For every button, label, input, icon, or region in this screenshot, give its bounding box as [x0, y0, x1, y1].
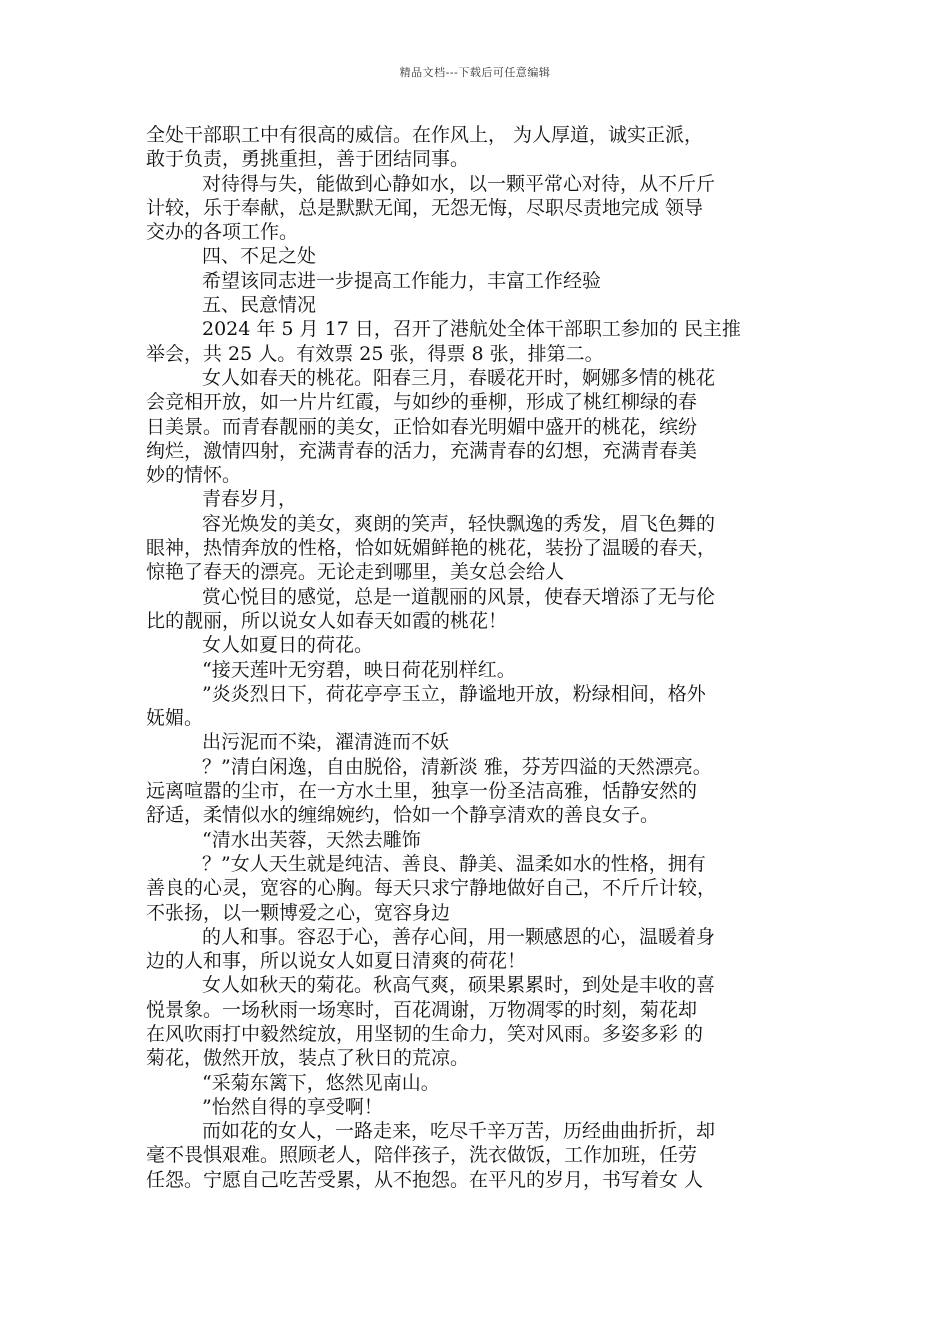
text-line: 女人如夏日的荷花。 — [202, 634, 374, 657]
text-line: 举会，共 25 人。有效票 25 张，得票 8 张，排第二。 — [146, 342, 604, 365]
text-line: ”怡然自得的享受啊！ — [202, 1095, 383, 1118]
text-line: ”炎炎烈日下，荷花亭亭玉立，静谧地开放，粉绿相间，格外 — [202, 682, 706, 705]
text-line: 惊艳了春天的漂亮。无论走到哪里，美女总会给人 — [146, 561, 565, 584]
text-line: 敢于负责，勇挑重担，善于团结同事。 — [146, 148, 470, 171]
text-line: “清水出芙蓉，天然去雕饰 — [202, 828, 421, 851]
text-line: 全处干部职工中有很高的威信。在作风上， 为人厚道，诚实正派， — [146, 124, 704, 146]
text-line: 边的人和事，所以说女人如夏日清爽的荷花！ — [146, 950, 527, 973]
text-line: 眼神，热情奔放的性格，恰如妩媚鲜艳的桃花，装扮了温暖的春天， — [146, 537, 717, 560]
text-line: 的人和事。容忍于心，善存心间，用一颗感恩的心，温暖着身 — [202, 925, 716, 948]
text-line: 不张扬，以一颗博爱之心，宽容身边 — [146, 901, 451, 924]
text-line: 任怨。宁愿自己吃苦受累，从不抱怨。在平凡的岁月，书写着女 人 — [146, 1168, 704, 1191]
text-line: 会竞相开放，如一片片红霞，与如纱的垂柳，形成了桃红柳绿的春 — [146, 391, 698, 414]
text-line: 出污泥而不染，濯清涟而不妖 — [202, 731, 450, 754]
text-line: 赏心悦目的感觉，总是一道靓丽的风景，使春天增添了无与伦 — [202, 585, 716, 608]
text-line: 而如花的女人，一路走来，吃尽千辛万苦，历经曲曲折折，却 — [202, 1120, 716, 1143]
document-body — [146, 123, 836, 1192]
text-line: 远离喧嚣的尘市，在一方水土里，独享一份圣洁高雅，恬静安然的 — [146, 780, 698, 803]
text-line: 希望该同志进一步提高工作能力，丰富工作经验 — [202, 269, 602, 292]
text-line: 女人如秋天的菊花。秋高气爽，硕果累累时，到处是丰收的喜 — [202, 974, 716, 997]
text-line: 交办的各项工作。 — [146, 221, 299, 244]
text-line: 四、不足之处 — [202, 245, 317, 268]
text-line: 女人如春天的桃花。阳春三月，春暖花开时，婀娜多情的桃花 — [202, 366, 716, 389]
text-line: 对待得与失，能做到心静如水，以一颗平常心对待，从不斤斤 — [202, 172, 716, 195]
text-line: 毫不畏惧艰难。照顾老人，陪伴孩子，洗衣做饭，工作加班，任劳 — [146, 1144, 698, 1167]
text-line: 绚烂，激情四射，充满青春的活力，充满青春的幻想，充满青春美 — [146, 439, 698, 462]
text-line: 妩媚。 — [146, 707, 204, 730]
text-line: 日美景。而青春靓丽的美女，正恰如春光明媚中盛开的桃花，缤纷 — [146, 415, 698, 438]
text-line: 在风吹雨打中毅然绽放，用坚韧的生命力，笑对风雨。多姿多彩 的 — [146, 1022, 704, 1045]
text-line: 比的靓丽，所以说女人如春天如霞的桃花！ — [146, 609, 508, 632]
text-line: 计较，乐于奉献，总是默默无闻，无怨无悔，尽职尽责地完成 领导 — [146, 196, 704, 219]
text-line: “接天莲叶无穷碧，映日荷花别样红。 — [202, 658, 516, 681]
text-line: 悦景象。一场秋雨一场寒时，百花凋谢，万物凋零的时刻，菊花却 — [146, 998, 698, 1021]
text-line: 五、民意情况 — [202, 294, 317, 317]
text-line: 青春岁月， — [202, 488, 298, 511]
text-line: 妙的情怀。 — [146, 464, 242, 487]
text-line: 菊花，傲然开放，装点了秋日的荒凉。 — [146, 1047, 470, 1070]
text-line: 2024 年 5 月 17 日，召开了港航处全体干部职工参加的 民主推 — [202, 318, 741, 341]
text-line: ？”女人天生就是纯洁、善良、静美、温柔如水的性格，拥有 — [202, 852, 706, 875]
text-line: “采菊东篱下，悠然见南山。 — [202, 1071, 440, 1094]
text-line: ？”清白闲逸，自由脱俗，清新淡 雅，芬芳四溢的天然漂亮。 — [202, 755, 712, 778]
page-header: 精品文档---下载后可任意编辑 — [399, 66, 551, 79]
text-line: 容光焕发的美女，爽朗的笑声，轻快飘逸的秀发，眉飞色舞的 — [202, 512, 716, 535]
text-line: 舒适，柔情似水的缠绵婉约，恰如一个静享清欢的善良女子。 — [146, 804, 660, 827]
text-line: 善良的心灵，宽容的心胸。每天只求宁静地做好自己，不斤斤计较， — [146, 877, 717, 900]
